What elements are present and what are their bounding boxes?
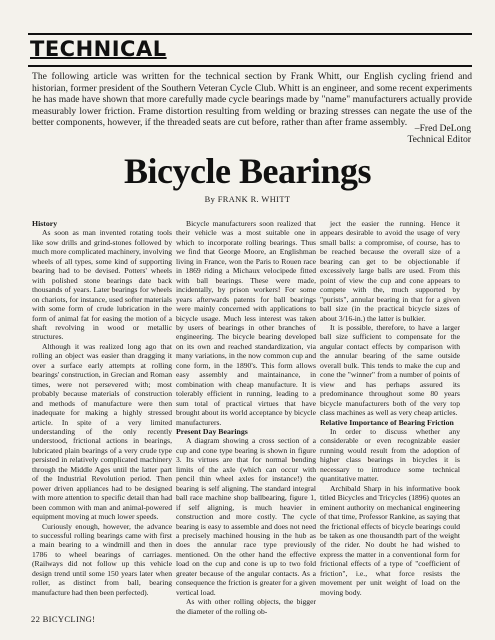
article-column-2 <box>176 219 316 616</box>
paragraph: Curiously enough, however, the advance to successful rolling bearings came with first a main bearing to a windmill and then in 1786 to wheel bearings of carriages. (Railways did not follow up this vehicle design trend until some 150 years later when roller, as distinct from ball, bearing manufacture had then been perfected). <box>32 521 172 597</box>
paragraph: Bicycle manufacturers soon realized that their vehicle was a most suitable one in which to incorporate rolling bearings. Thus we find that George Moore, an Englishman living in France, won the Paris to Rouen race in 1869 riding a Michaux velocipede fitted with ball bearings. These were made, incidentally, by prison workers! For some years afterwards patents for ball bearings were mainly concerned with applications to bicycle usage. Much less interest was taken by users of bearings in other branches of engineering. The bicycle bearing developed on its own and reached standardization, via many variations, in the now common cup and cone form, in the 1890's. This form allows easy assembly and maintainance, in combination with cheap manufacture. It is tolerably efficient in running, leading to a sum total of practical virtues that have brought about its world acceptance by bicycle manufacturers. <box>176 219 316 427</box>
section-label: TECHNICAL <box>30 37 167 61</box>
section-header <box>28 33 472 67</box>
paragraph: As with other rolling objects, the bigger the diameter of the rolling ob- <box>176 597 316 616</box>
paragraph: A diagram showing a cross section of a cup and cone type bearing is shown in figure 3. Its virtues are that for normal bending limits of the axle (which can occur with pencil thin wheel axles for instance!) the bearing is self aligning. The standard integral ball race machine shop ballbearing, figure 1, if self aligning, is much heavier in construction and more costly. The cycle bearing is easy to assemble and does not need a precisely machined housing in the hub as does the annular race type previously mentioned. On the other hand the effective load on the cup and cone is up to two fold greater because of the angular contacts. As a consequence the friction is greater for a given vertical load. <box>176 436 316 597</box>
article-byline: By FRANK R. WHITT <box>204 195 291 204</box>
subheading: Present Day Bearings <box>176 426 248 436</box>
paragraph: In order to discuss whether any considerable or even recognizable easier running would result from the adoption of higher class bearings in bicycles it is necessary to introduce some technical quantitative matter. <box>320 426 460 484</box>
article-column-3 <box>320 219 460 597</box>
signature-title: Technical Editor <box>407 134 471 146</box>
paragraph: Although it was realized long ago that rolling an object was easier than dragging it over a surface early attempts at rolling bearings' construction, in Grecian and Roman times, were not persevered with; most probably because materials of construction and methods of manufacture were then inadequate for making a highly stressed article. In spite of a very limited understanding of the only recently understood, frictional actions in bearings, lubricated plain bearings of a very crude type persisted in relatively complicated machinery through the Middle Ages until the latter part of the Industrial Revolution period. Then power driven appliances had to be designed with more attention to specific detail than had been common with man and animal-powered equipment moving at much lower speeds. <box>32 341 172 522</box>
subheading: Relative Importance of Bearing Friction <box>320 417 454 427</box>
paragraph: Archibald Sharp in his informative book titled Bicycles and Tricycles (1896) quotes an eminent authority on mechanical engineering of that time, Professor Rankine, as saying that the frictional effects of bicycle bearings could be taken as one thousandth part of the weight of the rider. No doubt he had wished to express the matter in a conventional form for frictional effects of a type of "coefficient of friction", i.e., what force resists the movement per unit weight of load on the moving body. <box>320 483 460 597</box>
article-column-1 <box>32 219 172 597</box>
subheading: History <box>32 219 58 228</box>
signature-name: –Fred DeLong <box>414 123 471 134</box>
editor-intro: The following article was written for the technical section by Frank Whitt, our English cycling friend and historian, former president of the Southern Veteran Cycle Club. Whitt is an engineer, and some recent experiments he has made have shown that more carefully made cycle bearings made by "name" manufacturers actually provide measurably lower friction. Frame distortion resulting from welding or brazing stresses can negate the use of the better components, however, if the threaded seats are cut before, rather than after frame assembly. <box>32 71 472 129</box>
paragraph: It is possible, therefore, to have a larger ball size sufficient to compensate for the angular contact effects by comparison with the annular bearing of the same outside overall bulk. This tends to make the cup and cone the "winner" from a number of points of view and has perhaps assured its predominance throughout some 80 years bicycle manufacturers both of the very top class machines as well as very cheap articles. <box>320 322 460 418</box>
paragraph: As soon as man invented rotating tools like sow drills and grind-stones followed by much more complicated machinery, involving wheels of all types, some kind of supporting bearing had to be devised. Potters' wheels with polished stone bearings date back thousands of years. Later bearings for wheels on chariots, for instance, used softer materials with some form of crude lubrication in the form of animal fat for easing the motion of a shaft revolving in wood or metallic structures. <box>32 228 172 342</box>
paragraph: ject the easier the running. Hence it appears desirable to avoid the usage of very small balls: a compromise, of course, has to be reached because the overall size of a bearing can get to be objectionable if excessively large balls are used. From this point of view the cup and cone appears to compete with the, much supported by "purists", annular bearing in that for a given ball size (in the practical bicycle sizes of about 3/16-in.) the latter is bulkier. <box>320 219 460 323</box>
editor-signature <box>407 123 471 146</box>
article-title: Bicycle Bearings <box>124 151 371 191</box>
page-footer: 22 BICYCLING! <box>31 614 96 624</box>
